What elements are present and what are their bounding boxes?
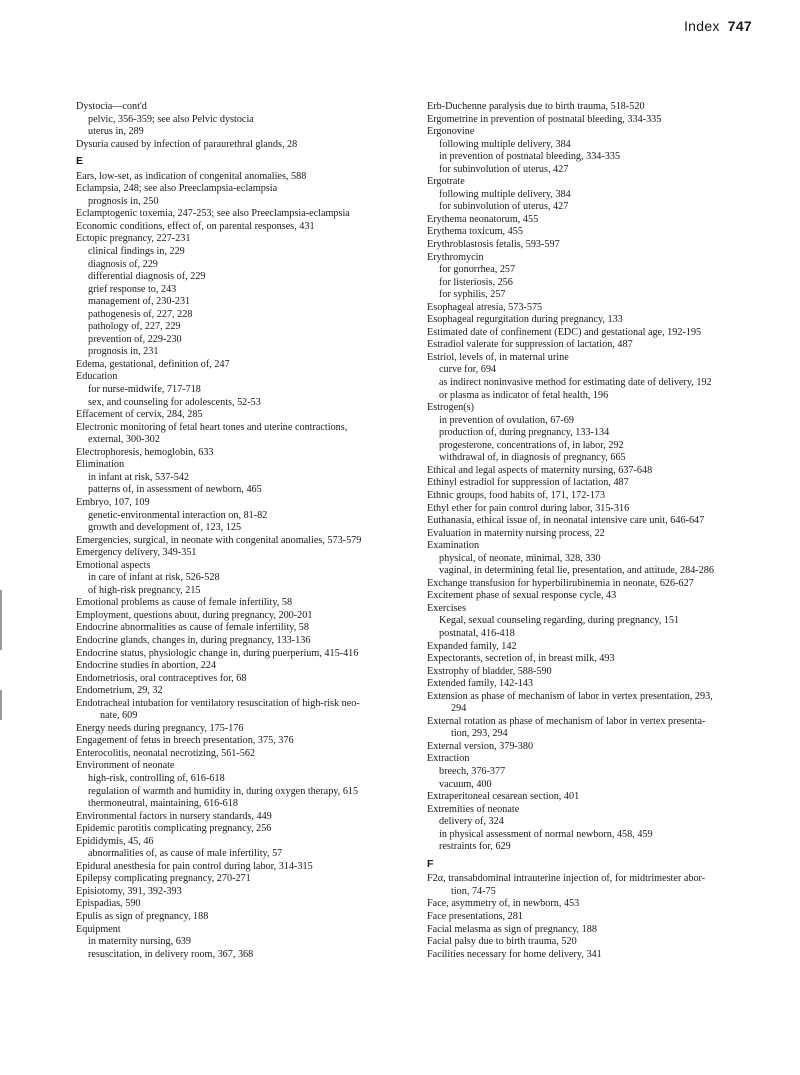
index-entry: Edema, gestational, definition of, 247	[76, 358, 230, 370]
index-entry: Estimated date of confinement (EDC) and gestational age, 192-195	[427, 326, 702, 338]
index-entry: Exchange transfusion for hyperbilirubinemia in neonate, 626-627	[427, 577, 694, 589]
index-entry: Enterocolitis, neonatal necrotizing, 561-562	[76, 747, 256, 759]
index-entry: Excitement phase of sexual response cycle, 43	[427, 590, 617, 602]
index-subentry: for subinvolution of uterus, 427	[439, 201, 569, 213]
index-entry: Ergotrate	[427, 176, 465, 188]
index-subentry: postnatal, 416-418	[439, 627, 515, 639]
index-subentry: production of, during pregnancy, 133-134	[439, 427, 610, 439]
index-entry: Estrogen(s)	[427, 402, 474, 414]
page-edge-mark	[0, 590, 2, 650]
index-entry: Erythroblastosis fetalis, 593-597	[427, 239, 560, 251]
index-entry: Face, asymmetry of, in newborn, 453	[427, 898, 580, 910]
index-entry: Ethnic groups, food habits of, 171, 172-173	[427, 489, 605, 501]
index-subentry: prognosis in, 231	[88, 346, 159, 358]
index-subentry: progesterone, concentrations of, in labor, 292	[439, 439, 624, 451]
index-subentry: uterus in, 289	[88, 126, 144, 138]
index-entry: Ethical and legal aspects of maternity nursing, 637-648	[427, 464, 653, 476]
index-subentry: prognosis in, 250	[88, 195, 159, 207]
index-entry: Ethyl ether for pain control during labor, 315-316	[427, 502, 630, 514]
index-entry: Endocrine abnormalities as cause of female infertility, 58	[76, 622, 309, 634]
index-subentry: of high-risk pregnancy, 215	[88, 584, 201, 596]
index-entry: Epispadias, 590	[76, 898, 141, 910]
index-entry: Emotional aspects	[76, 559, 151, 571]
index-entry: Environment of neonate	[76, 760, 175, 772]
index-subentry: for subinvolution of uterus, 427	[439, 163, 569, 175]
index-entry: External rotation as phase of mechanism of labor in vertex presenta-	[427, 715, 706, 727]
index-entry: Economic conditions, effect of, on parental responses, 431	[76, 220, 315, 232]
index-subentry: clinical findings in, 229	[88, 246, 185, 258]
index-entry: Exercises	[427, 602, 467, 614]
index-entry: Endometriosis, oral contraceptives for, 68	[76, 672, 247, 684]
index-subentry: curve for, 694	[439, 364, 497, 376]
index-entry: Exstrophy of bladder, 588-590	[427, 665, 552, 677]
index-entry: Employment, questions about, during pregnancy, 200-201	[76, 609, 313, 621]
index-entry: tion, 293, 294	[451, 728, 508, 740]
index-subentry: delivery of, 324	[439, 816, 504, 828]
index-subentry: for nurse-midwife, 717-718	[88, 384, 201, 396]
index-subentry: in maternity nursing, 639	[88, 936, 191, 948]
index-entry: Endocrine status, physiologic change in, during puerperium, 415-416	[76, 647, 359, 659]
page-number: 747	[727, 18, 752, 34]
index-entry: Erythromycin	[427, 251, 484, 263]
index-subentry: as indirect noninvasive method for estimating date of delivery, 192	[439, 377, 712, 389]
index-entry: Esophageal atresia, 573-575	[427, 301, 543, 313]
index-subentry: differential diagnosis of, 229	[88, 271, 206, 283]
index-entry: Euthanasia, ethical issue of, in neonatal intensive care unit, 646-647	[427, 515, 705, 527]
section-letter: F	[427, 857, 434, 870]
index-column-right	[427, 101, 773, 961]
index-subentry: pathogenesis of, 227, 228	[88, 308, 193, 320]
index-subentry: abnormalities of, as cause of male infertility, 57	[88, 848, 283, 860]
index-entry: Dystocia—cont'd	[76, 101, 147, 112]
index-subentry: patterns of, in assessment of newborn, 465	[88, 484, 262, 496]
index-entry: Education	[76, 371, 118, 383]
index-entry: Ears, low-set, as indication of congenital anomalies, 588	[76, 170, 307, 182]
index-entry: Epidural anesthesia for pain control during labor, 314-315	[76, 860, 313, 872]
index-entry: Eclampsia, 248; see also Preeclampsia-eclampsia	[76, 183, 278, 195]
page-header	[684, 18, 752, 34]
index-subentry: management of, 230-231	[88, 296, 191, 308]
index-entry: Ectopic pregnancy, 227-231	[76, 233, 191, 245]
index-subentry: diagnosis of, 229	[88, 258, 158, 270]
index-entry: Endocrine studies in abortion, 224	[76, 660, 217, 672]
index-entry: Episiotomy, 391, 392-393	[76, 885, 182, 897]
index-entry: Examination	[427, 540, 480, 552]
index-subentry: external, 300-302	[88, 434, 160, 446]
index-entry: Expanded family, 142	[427, 640, 517, 652]
index-entry: Extraction	[427, 753, 470, 765]
index-subentry: vaginal, in determining fetal lie, presentation, and attitude, 284-286	[439, 565, 714, 577]
index-entry: Dysuria caused by infection of paraurethral glands, 28	[76, 138, 298, 150]
index-entry: Eclamptogenic toxemia, 247-253; see also Preeclampsia-eclampsia	[76, 208, 350, 220]
index-subentry: in prevention of postnatal bleeding, 334-335	[439, 151, 621, 163]
index-entry: Ergometrine in prevention of postnatal bleeding, 334-335	[427, 113, 662, 125]
index-entry: Electrophoresis, hemoglobin, 633	[76, 446, 214, 458]
index-entry: Facial palsy due to birth trauma, 520	[427, 936, 577, 948]
index-subentry: prevention of, 229-230	[88, 333, 182, 345]
index-subentry: for listeriosis, 256	[439, 276, 513, 288]
index-entry: Extension as phase of mechanism of labor in vertex presentation, 293,	[427, 690, 713, 702]
index-entry: Expectorants, secretion of, in breast milk, 493	[427, 653, 615, 665]
index-subentry: Kegal, sexual counseling regarding, during pregnancy, 151	[439, 615, 680, 627]
index-subentry: following multiple delivery, 384	[439, 138, 571, 150]
index-entry: Extraperitoneal cesarean section, 401	[427, 791, 580, 803]
section-letter: E	[76, 155, 84, 168]
index-entry: Endometrium, 29, 32	[76, 685, 163, 697]
index-subentry: physical, of neonate, minimal, 328, 330	[439, 552, 601, 564]
index-entry: Electronic monitoring of fetal heart tones and uterine contractions,	[76, 421, 348, 433]
index-subentry: sex, and counseling for adolescents, 52-53	[88, 396, 261, 408]
index-entry: Estriol, levels of, in maternal urine	[427, 351, 569, 363]
index-subentry: genetic-environmental interaction on, 81-82	[88, 509, 268, 521]
index-entry: Erb-Duchenne paralysis due to birth trauma, 518-520	[427, 101, 645, 112]
index-subentry: restraints for, 629	[439, 841, 511, 853]
page-edge-mark	[0, 690, 2, 720]
index-entry: F2α, transabdominal intrauterine injection of, for midtrimester abor-	[427, 873, 706, 885]
index-entry: Ergonovine	[427, 126, 475, 138]
index-entry: Emergency delivery, 349-351	[76, 547, 197, 559]
index-subentry: in care of infant at risk, 526-528	[88, 572, 220, 584]
index-subentry: vacuum, 400	[439, 778, 492, 790]
index-entry: Epulis as sign of pregnancy, 188	[76, 911, 209, 922]
index-entry: Erythema neonatorum, 455	[427, 213, 539, 225]
index-subentry: grief response to, 243	[88, 283, 177, 295]
index-entry: Emergencies, surgical, in neonate with congenital anomalies, 573-579	[76, 534, 362, 546]
index-entry: Engagement of fetus in breech presentation, 375, 376	[76, 735, 294, 747]
index-subentry: regulation of warmth and humidity in, during oxygen therapy, 615	[88, 785, 359, 797]
index-subentry: in physical assessment of normal newborn, 458, 459	[439, 828, 653, 840]
index-subentry: for syphilis, 257	[439, 289, 506, 301]
index-entry: Face presentations, 281	[427, 911, 523, 922]
index-entry: Embryo, 107, 109	[76, 496, 150, 508]
index-entry: Estradiol valerate for suppression of lactation, 487	[427, 339, 633, 351]
index-column-left	[76, 101, 416, 961]
index-subentry: high-risk, controlling of, 616-618	[88, 772, 225, 784]
index-entry: Facial melasma as sign of pregnancy, 188	[427, 923, 597, 935]
index-entry: Equipment	[76, 923, 121, 935]
index-subentry: pelvic, 356-359; see also Pelvic dystocia	[88, 113, 254, 125]
index-subentry: in prevention of ovulation, 67-69	[439, 414, 574, 426]
index-entry: tion, 74-75	[451, 885, 496, 897]
section-title: Index	[683, 18, 720, 34]
index-subentry: in infant at risk, 537-542	[88, 471, 190, 483]
index-entry: Effacement of cervix, 284, 285	[76, 409, 203, 421]
index-entry: External version, 379-380	[427, 740, 534, 752]
index-subentry: pathology of, 227, 229	[88, 321, 181, 333]
index-entry: Epidemic parotitis complicating pregnancy, 256	[76, 823, 272, 835]
index-entry: Extended family, 142-143	[427, 678, 533, 690]
index-entry: Esophageal regurgitation during pregnancy, 133	[427, 314, 623, 326]
index-entry: Elimination	[76, 459, 125, 471]
index-subentry: resuscitation, in delivery room, 367, 368	[88, 948, 254, 960]
index-subentry: for gonorrhea, 257	[439, 264, 516, 276]
index-subentry: growth and development of, 123, 125	[88, 522, 242, 534]
index-entry: Energy needs during pregnancy, 175-176	[76, 722, 244, 734]
index-entry: Ethinyl estradiol for suppression of lactation, 487	[427, 477, 629, 489]
index-subentry: following multiple delivery, 384	[439, 188, 571, 200]
index-subentry: breech, 376-377	[439, 765, 506, 777]
index-entry: Epididymis, 45, 46	[76, 835, 154, 847]
index-entry: Erythema toxicum, 455	[427, 226, 523, 238]
index-entry: Epilepsy complicating pregnancy, 270-271	[76, 873, 251, 885]
index-entry: 294	[451, 703, 467, 715]
index-entry: Evaluation in maternity nursing process, 22	[427, 527, 605, 539]
index-entry: Environmental factors in nursery standards, 449	[76, 810, 272, 822]
index-subentry: or plasma as indicator of fetal health, 196	[439, 389, 609, 401]
index-entry: Endotracheal intubation for ventilatory resuscitation of high-risk neo-	[76, 697, 360, 709]
index-subentry: withdrawal of, in diagnosis of pregnancy, 665	[439, 452, 626, 464]
index-entry: Extremities of neonate	[427, 803, 520, 815]
index-subentry: thermoneutral, maintaining, 616-618	[88, 798, 238, 810]
index-entry: nate, 609	[100, 710, 138, 722]
index-entry: Endocrine glands, changes in, during pregnancy, 133-136	[76, 634, 311, 646]
index-entry: Emotional problems as cause of female infertility, 58	[76, 597, 293, 609]
index-entry: Facilities necessary for home delivery, 341	[427, 948, 602, 960]
